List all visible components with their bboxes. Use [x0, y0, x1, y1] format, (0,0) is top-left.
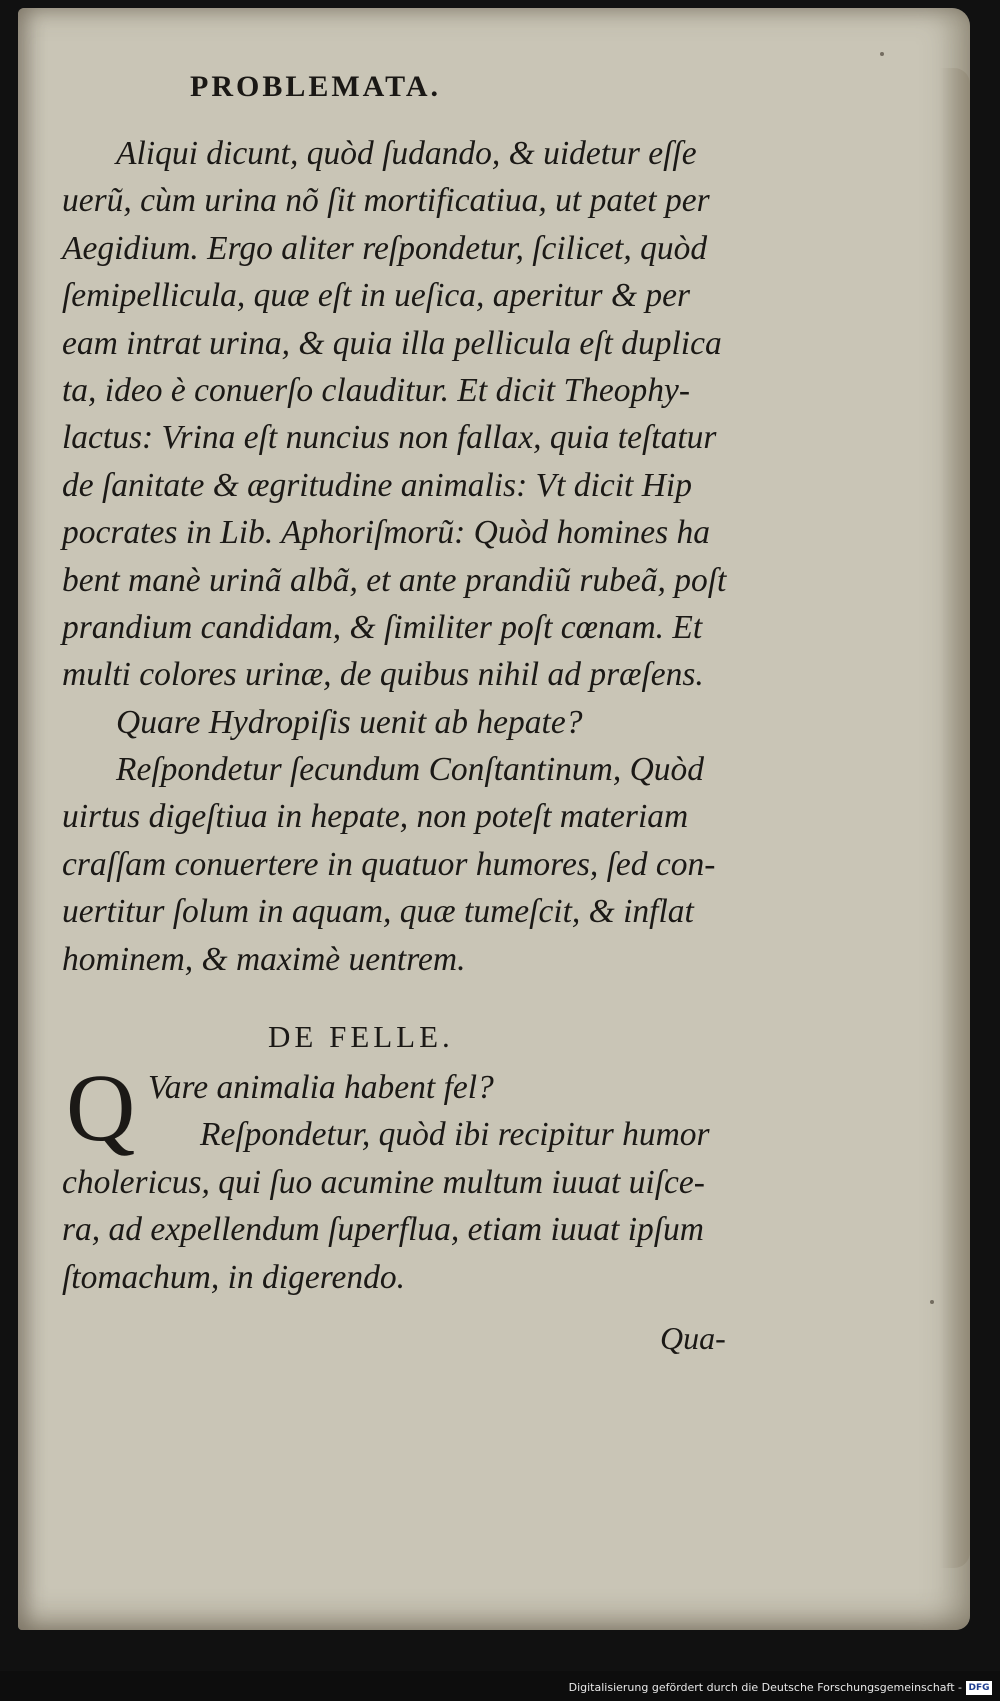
text-line: craſſam conuertere in quatuor humores, ſed con-	[62, 845, 716, 883]
text-line: Aegidium. Ergo aliter reſpondetur, ſcilicet, quòd	[62, 229, 708, 267]
paper-speck	[880, 52, 884, 56]
text-line: ſtomachum, in digerendo.	[62, 1258, 406, 1296]
text-line: Reſpondetur, quòd ibi recipitur humor	[200, 1116, 710, 1154]
page-edge-stain	[940, 68, 970, 1568]
question-line: Quare Hydropiſis uenit ab hepate?	[116, 703, 583, 741]
catchword: Qua-	[660, 1320, 726, 1356]
text-line: lactus: Vrina eſt nuncius non fallax, quia teſtatur	[62, 419, 717, 457]
text-line: ra, ad expellendum ſuperflua, etiam iuuat ipſum	[62, 1211, 704, 1249]
text-line: uirtus digeſtiua in hepate, non poteſt materiam	[62, 798, 689, 836]
text-line: de ſanitate & ægritudine animalis: Vt dicit Hip	[62, 466, 692, 504]
paragraph-2	[62, 1064, 752, 1301]
question-line: Vare animalia habent fel?	[148, 1069, 494, 1106]
paragraph-1	[62, 130, 752, 983]
text-line: ta, ideo è conuerſo clauditur. Et dicit Theophy-	[62, 371, 691, 409]
text-line: ſemipellicula, quæ eſt in ueſica, aperitur & per	[62, 277, 691, 315]
text-line: uertitur ſolum in aquam, quæ tumeſcit, & inflat	[62, 893, 694, 931]
text-line: pocrates in Lib. Aphoriſmorũ: Quòd homines ha	[62, 514, 710, 552]
funding-credit: Digitalisierung gefördert durch die Deutsche Forschungsgemeinschaft -	[568, 1681, 962, 1694]
dropcap-letter: Q	[66, 1054, 136, 1161]
text-line: multi colores urinæ, de quibus nihil ad præſens.	[62, 656, 704, 694]
section-heading: DE FELLE.	[268, 1019, 454, 1054]
text-line: cholericus, qui ſuo acumine multum iuuat uiſce-	[62, 1163, 705, 1201]
text-line: eam intrat urina, & quia illa pellicula eſt duplica	[62, 324, 722, 362]
text-line: Reſpondetur ſecundum Conſtantinum, Quòd	[116, 751, 705, 789]
paper-speck	[930, 1300, 934, 1304]
running-head: PROBLEMATA.	[190, 70, 442, 103]
text-line: uerũ, cùm urina nõ ſit mortificatiua, ut patet per	[62, 182, 710, 220]
dfg-logo: DFG	[966, 1681, 992, 1695]
text-line: Aliqui dicunt, quòd ſudando, & uidetur eſſe	[116, 135, 697, 172]
text-line: hominem, & maximè uentrem.	[62, 940, 466, 978]
text-line: prandium candidam, & ſimiliter poſt cœnam. Et	[62, 608, 703, 646]
text-line: bent manè urinã albã, et ante prandiũ rubeã, poſt	[62, 561, 727, 599]
